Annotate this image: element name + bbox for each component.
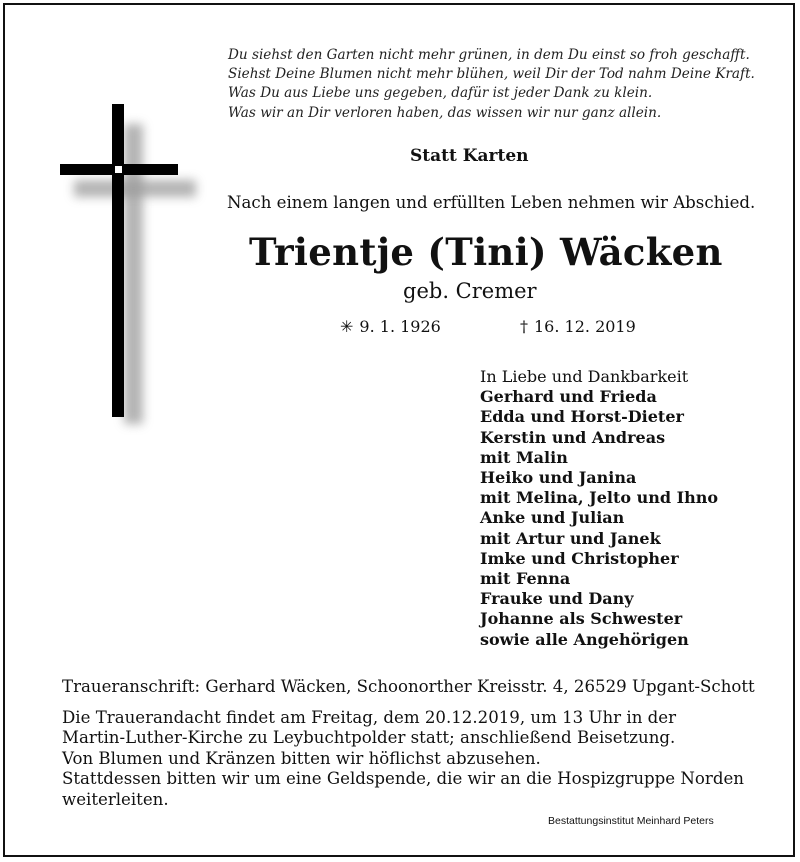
deceased-name: Trientje (Tini) Wäcken: [249, 230, 723, 274]
mourner: Imke und Christopher: [480, 548, 679, 568]
poem-line: Du siehst den Garten nicht mehr grünen, in dem Du einst so froh geschafft.: [228, 47, 750, 63]
mourner: Kerstin und Andreas: [480, 427, 666, 447]
notice-line: Stattdessen bitten wir um eine Geldspende, die wir an die Hospizgruppe Norden: [62, 769, 744, 789]
death-date-value: 16. 12. 2019: [534, 317, 636, 336]
mourner: Frauke und Dany: [480, 589, 634, 609]
notice-line: Die Trauerandacht findet am Freitag, dem 20.12.2019, um 13 Uhr in der: [62, 708, 677, 727]
birth-star-icon: ✳: [340, 317, 354, 336]
intro-text: Nach einem langen und erfüllten Leben nehmen wir Abschied.: [227, 193, 756, 212]
poem-line: Was wir an Dir verloren haben, das wissen wir nur ganz allein.: [228, 104, 662, 121]
mourner: Heiko und Janina: [480, 468, 637, 488]
death-date: [520, 317, 636, 336]
mourner: sowie alle Angehörigen: [480, 629, 689, 649]
cross-vertical-beam: [112, 104, 124, 417]
death-cross-icon: †: [520, 317, 528, 336]
poem: [228, 46, 755, 123]
birth-date-value: 9. 1. 1926: [359, 317, 441, 336]
service-notice: [62, 708, 744, 810]
poem-line: Was Du aus Liebe uns gegeben, dafür ist jeder Dank zu klein.: [228, 85, 653, 102]
cross-center-highlight: [115, 166, 122, 173]
birth-date: [340, 317, 441, 336]
mourner: mit Malin: [480, 447, 568, 467]
mourner: Anke und Julian: [480, 508, 625, 528]
notice-line: weiterleiten.: [62, 789, 169, 809]
mourner: mit Artur und Janek: [480, 528, 661, 548]
mourning-address: Traueranschrift: Gerhard Wäcken, Schoonorther Kreisstr. 4, 26529 Upgant-Schott: [62, 677, 755, 696]
mourner: mit Melina, Jelto und Ihno: [480, 488, 719, 508]
mourner: Johanne als Schwester: [480, 609, 683, 629]
notice-line: Von Blumen und Kränzen bitten wir höflichst abzusehen.: [62, 748, 541, 768]
poem-line: Siehst Deine Blumen nicht mehr blühen, weil Dir der Tod nahm Deine Kraft.: [228, 66, 755, 83]
maiden-name: geb. Cremer: [403, 279, 537, 303]
mourner: mit Fenna: [480, 569, 571, 589]
mourner: Edda und Horst-Dieter: [480, 407, 684, 427]
mourner: Gerhard und Frieda: [480, 387, 657, 407]
mourners-lead: In Liebe und Dankbarkeit: [480, 367, 689, 386]
mourners-list: [480, 367, 718, 650]
cross-shadow-horizontal: [74, 180, 196, 197]
notice-line: Martin-Luther-Kirche zu Leybuchtpolder statt; anschließend Beisetzung.: [62, 728, 676, 748]
heading-statt-karten: Statt Karten: [410, 146, 529, 166]
funeral-home: Bestattungsinstitut Meinhard Peters: [548, 815, 714, 827]
